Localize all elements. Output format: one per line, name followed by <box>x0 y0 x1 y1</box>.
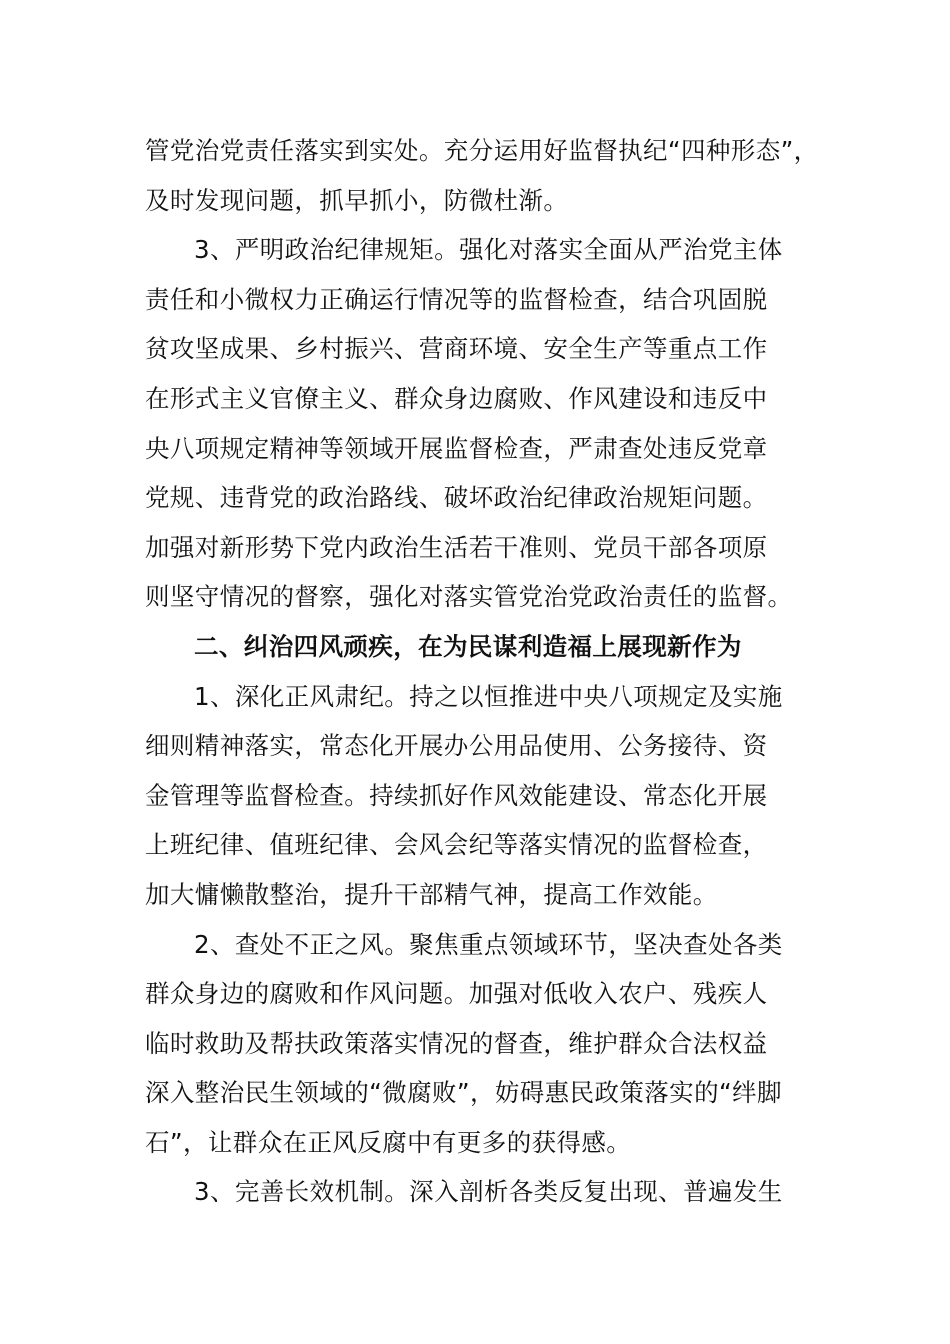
text-line: 在形式主义官僚主义、群众身边腐败、作风建设和违反中 <box>145 383 768 413</box>
text-line: 加强对新形势下党内政治生活若干准则、党员干部各项原 <box>145 532 768 562</box>
text-line: 及时发现问题，抓早抓小，防微杜渐。 <box>145 185 569 215</box>
text-line: 临时救助及帮扶政策落实情况的督查，维护群众合法权益 <box>145 1028 768 1058</box>
text-line: 管党治党责任落实到实处。充分运用好监督执纪“四种形态”， <box>145 136 819 165</box>
text-line: 则坚守情况的督察，强化对落实管党治党政治责任的监督。 <box>145 582 793 612</box>
text-line: 责任和小微权力正确运行情况等的监督检查，结合巩固脱 <box>145 284 768 314</box>
heading-line: 二、纠治四风顽疾，在为民谋利造福上展现新作为 <box>194 631 742 661</box>
paragraph-continued <box>145 126 819 225</box>
text-line: 石”，让群众在正风反腐中有更多的获得感。 <box>145 1127 632 1157</box>
text-line: 细则精神落实，常态化开展办公用品使用、公务接待、资 <box>145 731 768 761</box>
paragraph-unhealthy-practices <box>145 920 811 1168</box>
paragraph-long-term-mechanism <box>145 1167 811 1217</box>
text-line: 3、严明政治纪律规矩。强化对落实全面从严治党主体 <box>194 235 783 265</box>
text-line: 党规、违背党的政治路线、破坏政治纪律政治规矩问题。 <box>145 483 768 513</box>
text-line: 上班纪律、值班纪律、会风会纪等落实情况的监督检查， <box>145 830 768 860</box>
text-line: 1、深化正风肃纪。持之以恒推进中央八项规定及实施 <box>194 681 783 711</box>
text-line: 群众身边的腐败和作风问题。加强对低收入农户、残疾人 <box>145 979 768 1009</box>
text-line: 深入整治民生领域的“微腐败”，妨碍惠民政策落实的“绊脚 <box>145 1078 782 1108</box>
text-line: 3、完善长效机制。深入剖析各类反复出现、普遍发生 <box>194 1177 783 1207</box>
section-heading <box>145 622 811 672</box>
text-line: 2、查处不正之风。聚焦重点领域环节，坚决查处各类 <box>194 929 783 959</box>
text-line: 加大慵懒散整治，提升干部精气神，提高工作效能。 <box>145 879 718 909</box>
text-line: 贫攻坚成果、乡村振兴、营商环境、安全生产等重点工作 <box>145 334 768 364</box>
text-line: 金管理等监督检查。持续抓好作风效能建设、常态化开展 <box>145 780 768 810</box>
document-body <box>145 126 819 1217</box>
text-line: 央八项规定精神等领域开展监督检查，严肃查处违反党章 <box>145 433 768 463</box>
paragraph-political-discipline <box>145 225 811 622</box>
paragraph-rectify-style <box>145 672 811 920</box>
